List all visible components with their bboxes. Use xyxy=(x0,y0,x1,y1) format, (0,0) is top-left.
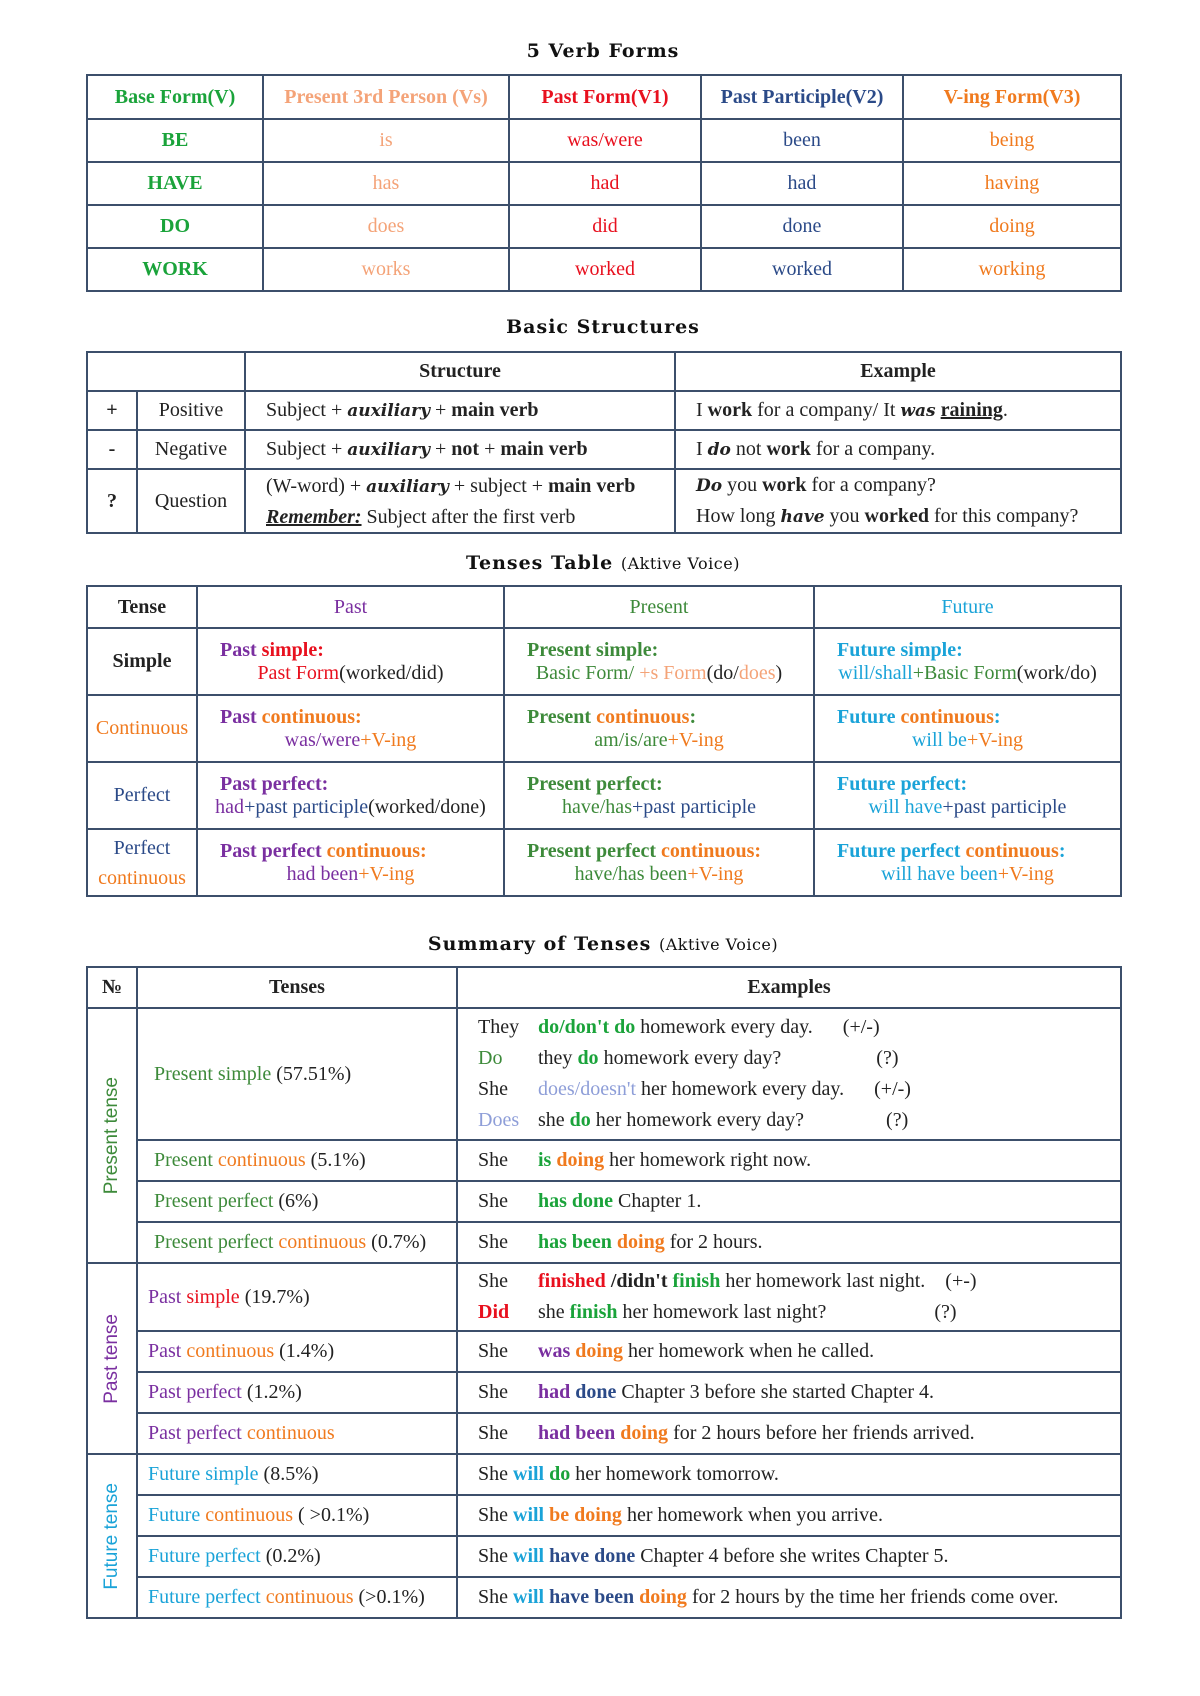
future-perfect-example: She will have done Chapter 4 before she writes Chapter 5. xyxy=(457,1536,1121,1577)
table-row xyxy=(87,1222,1121,1263)
present-continuous-cell: Present continuous: am/is/are+V-ing xyxy=(504,695,814,762)
table-row xyxy=(87,1008,1121,1140)
past-simple-name: Past simple (19.7%) xyxy=(137,1263,457,1331)
header-present-3rd: Present 3rd Person (Vs) xyxy=(263,75,509,119)
present-perfect-example: She has done Chapter 1. xyxy=(457,1181,1121,1222)
table-row xyxy=(87,1413,1121,1454)
table-cell: worked xyxy=(509,248,701,291)
past-simple-examples xyxy=(457,1263,1121,1331)
header-example: Example xyxy=(675,352,1121,391)
example-line: Did she finish her homework last night? (?) xyxy=(478,1301,957,1323)
negative-example: I do not work for a company. xyxy=(675,430,1121,469)
tenses-table xyxy=(86,585,1122,897)
past-continuous-cell: Past continuous: was/were+V-ing xyxy=(197,695,504,762)
header-examples: Examples xyxy=(457,967,1121,1008)
header-tenses: Tenses xyxy=(137,967,457,1008)
table-cell: works xyxy=(263,248,509,291)
header-base-form: Base Form(V) xyxy=(87,75,263,119)
tenses-header-row xyxy=(87,586,1121,628)
summary-header-row xyxy=(87,967,1121,1008)
positive-structure: Subject + auxiliary + main verb xyxy=(245,391,675,430)
table-cell: does xyxy=(263,205,509,248)
table-cell: had xyxy=(509,162,701,205)
present-continuous-name: Present continuous (5.1%) xyxy=(137,1140,457,1181)
past-group-label-cell xyxy=(87,1263,137,1454)
future-continuous-example: She will be doing her homework when you arrive. xyxy=(457,1495,1121,1536)
question-sign: ? xyxy=(87,469,137,533)
table-row xyxy=(87,829,1121,896)
example-line: Does she do her homework every day? (?) xyxy=(478,1109,909,1131)
row-label-perfect: Perfect xyxy=(87,762,197,829)
table-row xyxy=(87,1331,1121,1372)
table-cell: had xyxy=(701,162,903,205)
table-cell: been xyxy=(701,119,903,162)
table-cell: doing xyxy=(903,205,1121,248)
present-simple-name: Present simple (57.51%) xyxy=(137,1008,457,1140)
summary-title: Summary of Tenses (Aktive Voice) xyxy=(427,933,779,955)
future-simple-name: Future simple (8.5%) xyxy=(137,1454,457,1495)
negative-sign: - xyxy=(87,430,137,469)
table-cell: did xyxy=(509,205,701,248)
table-cell: BE xyxy=(87,119,263,162)
present-group-label: Present tense xyxy=(101,1076,122,1195)
future-continuous-cell: Future continuous: will be+V-ing xyxy=(814,695,1121,762)
table-row xyxy=(87,430,1121,469)
table-row xyxy=(87,695,1121,762)
table-row xyxy=(87,1495,1121,1536)
example-line: They do/don't do homework every day. (+/-) xyxy=(478,1016,880,1038)
table-cell: being xyxy=(903,119,1121,162)
table-row xyxy=(87,1454,1121,1495)
positive-label: Positive xyxy=(137,391,245,430)
row-label-continuous: Continuous xyxy=(87,695,197,762)
table-row xyxy=(87,1372,1121,1413)
table-row xyxy=(87,205,1121,248)
table-row xyxy=(87,391,1121,430)
example-line: She does/doesn't her homework every day. (+/-) xyxy=(478,1078,911,1100)
question-label: Question xyxy=(137,469,245,533)
table-row xyxy=(87,1536,1121,1577)
future-group-label-cell xyxy=(87,1454,137,1618)
header-ving-form: V-ing Form(V3) xyxy=(903,75,1121,119)
table-cell: worked xyxy=(701,248,903,291)
future-continuous-name: Future continuous ( >0.1%) xyxy=(137,1495,457,1536)
question-structure: (W-word) + auxiliary + subject + main verb Remember: Subject after the first verb xyxy=(245,469,675,533)
past-perfect-continuous-cell: Past perfect continuous: had been+V-ing xyxy=(197,829,504,896)
past-simple-cell: Past simple: Past Form(worked/did) xyxy=(197,628,504,695)
positive-sign: + xyxy=(87,391,137,430)
verb-forms-table xyxy=(86,74,1122,292)
future-perfect-continuous-example: She will have been doing for 2 hours by the time her friends come over. xyxy=(457,1577,1121,1618)
past-continuous-name: Past continuous (1.4%) xyxy=(137,1331,457,1372)
past-perfect-example: She had done Chapter 3 before she started Chapter 4. xyxy=(457,1372,1121,1413)
table-row xyxy=(87,1181,1121,1222)
header-structure: Structure xyxy=(245,352,675,391)
present-group-label-cell xyxy=(87,1008,137,1263)
header-past-participle: Past Participle(V2) xyxy=(701,75,903,119)
past-perfect-continuous-name: Past perfect continuous xyxy=(137,1413,457,1454)
verb-forms-title: 5 Verb Forms xyxy=(526,40,680,62)
table-row xyxy=(87,248,1121,291)
future-simple-example: She will do her homework tomorrow. xyxy=(457,1454,1121,1495)
header-empty xyxy=(87,352,245,391)
negative-label: Negative xyxy=(137,430,245,469)
future-perfect-continuous-cell: Future perfect continuous: will have been+V-ing xyxy=(814,829,1121,896)
table-cell: is xyxy=(263,119,509,162)
header-past: Past xyxy=(197,586,504,628)
table-row xyxy=(87,628,1121,695)
verb-forms-header-row xyxy=(87,75,1121,119)
table-cell: WORK xyxy=(87,248,263,291)
future-perfect-cell: Future perfect: will have+past participle xyxy=(814,762,1121,829)
past-perfect-cell: Past perfect: had+past participle(worked/done) xyxy=(197,762,504,829)
table-cell: has xyxy=(263,162,509,205)
future-simple-cell: Future simple: will/shall+Basic Form(work/do) xyxy=(814,628,1121,695)
future-perfect-name: Future perfect (0.2%) xyxy=(137,1536,457,1577)
example-line: She finished /didn't finish her homework last night. (+-) xyxy=(478,1270,977,1292)
header-tense: Tense xyxy=(87,586,197,628)
present-perfect-cell: Present perfect: have/has+past participle xyxy=(504,762,814,829)
present-perfect-continuous-cell: Present perfect continuous: have/has been+V-ing xyxy=(504,829,814,896)
present-perfect-name: Present perfect (6%) xyxy=(137,1181,457,1222)
basic-structures-table xyxy=(86,351,1122,534)
table-cell: HAVE xyxy=(87,162,263,205)
table-cell: done xyxy=(701,205,903,248)
table-row xyxy=(87,1140,1121,1181)
table-cell: was/were xyxy=(509,119,701,162)
present-simple-examples xyxy=(457,1008,1121,1140)
present-continuous-example: She is doing her homework right now. xyxy=(457,1140,1121,1181)
header-past-form: Past Form(V1) xyxy=(509,75,701,119)
table-row xyxy=(87,119,1121,162)
question-example: Do you work for a company? How long have you worked for this company? xyxy=(675,469,1121,533)
header-no: № xyxy=(87,967,137,1008)
tenses-table-title: Tenses Table (Aktive Voice) xyxy=(466,552,740,574)
past-perfect-name: Past perfect (1.2%) xyxy=(137,1372,457,1413)
negative-structure: Subject + auxiliary + not + main verb xyxy=(245,430,675,469)
table-row xyxy=(87,1263,1121,1331)
past-continuous-example: She was doing her homework when he called. xyxy=(457,1331,1121,1372)
structures-header-row xyxy=(87,352,1121,391)
example-line: Do they do homework every day? (?) xyxy=(478,1047,899,1069)
table-cell: DO xyxy=(87,205,263,248)
table-row xyxy=(87,162,1121,205)
basic-structures-title: Basic Structures xyxy=(506,316,700,338)
positive-example: I work for a company/ It was raining. xyxy=(675,391,1121,430)
header-present: Present xyxy=(504,586,814,628)
future-group-label: Future tense xyxy=(101,1482,122,1590)
row-label-perfect-continuous: Perfect continuous xyxy=(87,829,197,896)
table-row xyxy=(87,762,1121,829)
present-perfect-continuous-example: She has been doing for 2 hours. xyxy=(457,1222,1121,1263)
table-cell: working xyxy=(903,248,1121,291)
future-perfect-continuous-name: Future perfect continuous (>0.1%) xyxy=(137,1577,457,1618)
present-perfect-continuous-name: Present perfect continuous (0.7%) xyxy=(137,1222,457,1263)
present-simple-cell: Present simple: Basic Form/ +s Form(do/does) xyxy=(504,628,814,695)
row-label-simple: Simple xyxy=(87,628,197,695)
table-row xyxy=(87,469,1121,533)
table-cell: having xyxy=(903,162,1121,205)
summary-table xyxy=(86,966,1122,1619)
past-perfect-continuous-example: She had been doing for 2 hours before her friends arrived. xyxy=(457,1413,1121,1454)
past-group-label: Past tense xyxy=(101,1313,122,1404)
table-row xyxy=(87,1577,1121,1618)
header-future: Future xyxy=(814,586,1121,628)
